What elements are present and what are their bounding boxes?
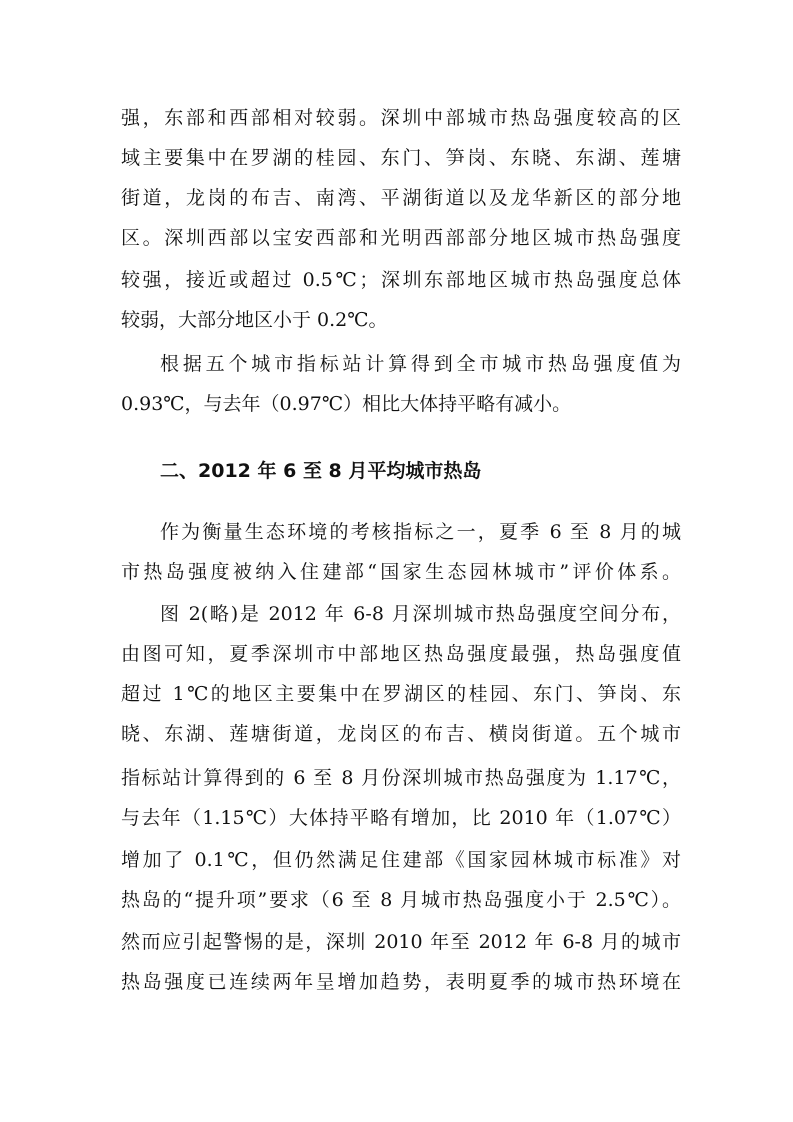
paragraph-4-line-5: 指标站计算得到的 6 至 8 月份深圳城市热岛强度为 1.17℃， — [121, 767, 681, 789]
paragraph-1-line-6: 较弱，大部分地区小于 0.2℃。 — [121, 309, 388, 331]
paragraph-4-line-6: 与去年（1.15℃）大体持平略有增加，比 2010 年（1.07℃） — [121, 807, 681, 829]
paragraph-3-line-2: 市热岛强度被纳入住建部“国家生态园林城市”评价体系。 — [121, 561, 681, 583]
paragraph-4-line-10: 热岛强度已连续两年呈增加趋势，表明夏季的城市热环境在 — [121, 971, 681, 993]
paragraph-4-line-7: 增加了 0.1℃，但仍然满足住建部《国家园林城市标准》对 — [121, 849, 681, 871]
paragraph-2-line-1: 根据五个城市指标站计算得到全市城市热岛强度值为 — [160, 353, 681, 375]
paragraph-1-line-5: 较强，接近或超过 0.5℃；深圳东部地区城市热岛强度总体 — [121, 269, 681, 291]
paragraph-4-line-3: 超过 1℃的地区主要集中在罗湖区的桂园、东门、笋岗、东 — [121, 683, 681, 705]
paragraph-1-line-2: 域主要集中在罗湖的桂园、东门、笋岗、东晓、东湖、莲塘 — [121, 147, 681, 169]
paragraph-2-line-2: 0.93℃，与去年（0.97℃）相比大体持平略有减小。 — [121, 393, 572, 415]
paragraph-1-line-3: 街道，龙岗的布吉、南湾、平湖街道以及龙华新区的部分地 — [121, 187, 681, 209]
paragraph-4-line-2: 由图可知，夏季深圳市中部地区热岛强度最强，热岛强度值 — [121, 643, 681, 665]
paragraph-1-line-4: 区。深圳西部以宝安西部和光明西部部分地区城市热岛强度 — [121, 227, 681, 249]
paragraph-4-line-9: 然而应引起警惕的是，深圳 2010 年至 2012 年 6-8 月的城市 — [121, 931, 681, 953]
paragraph-4-line-1: 图 2(略)是 2012 年 6-8 月深圳城市热岛强度空间分布， — [160, 603, 681, 625]
paragraph-3-line-1: 作为衡量生态环境的考核指标之一，夏季 6 至 8 月的城 — [160, 521, 681, 543]
paragraph-1-line-1: 强，东部和西部相对较弱。深圳中部城市热岛强度较高的区 — [121, 107, 681, 129]
section-heading: 二、2012 年 6 至 8 月平均城市热岛 — [160, 460, 482, 482]
paragraph-4-line-4: 晓、东湖、莲塘街道，龙岗区的布吉、横岗街道。五个城市 — [121, 723, 681, 745]
paragraph-4-line-8: 热岛的“提升项”要求（6 至 8 月城市热岛强度小于 2.5℃）。 — [121, 889, 681, 911]
